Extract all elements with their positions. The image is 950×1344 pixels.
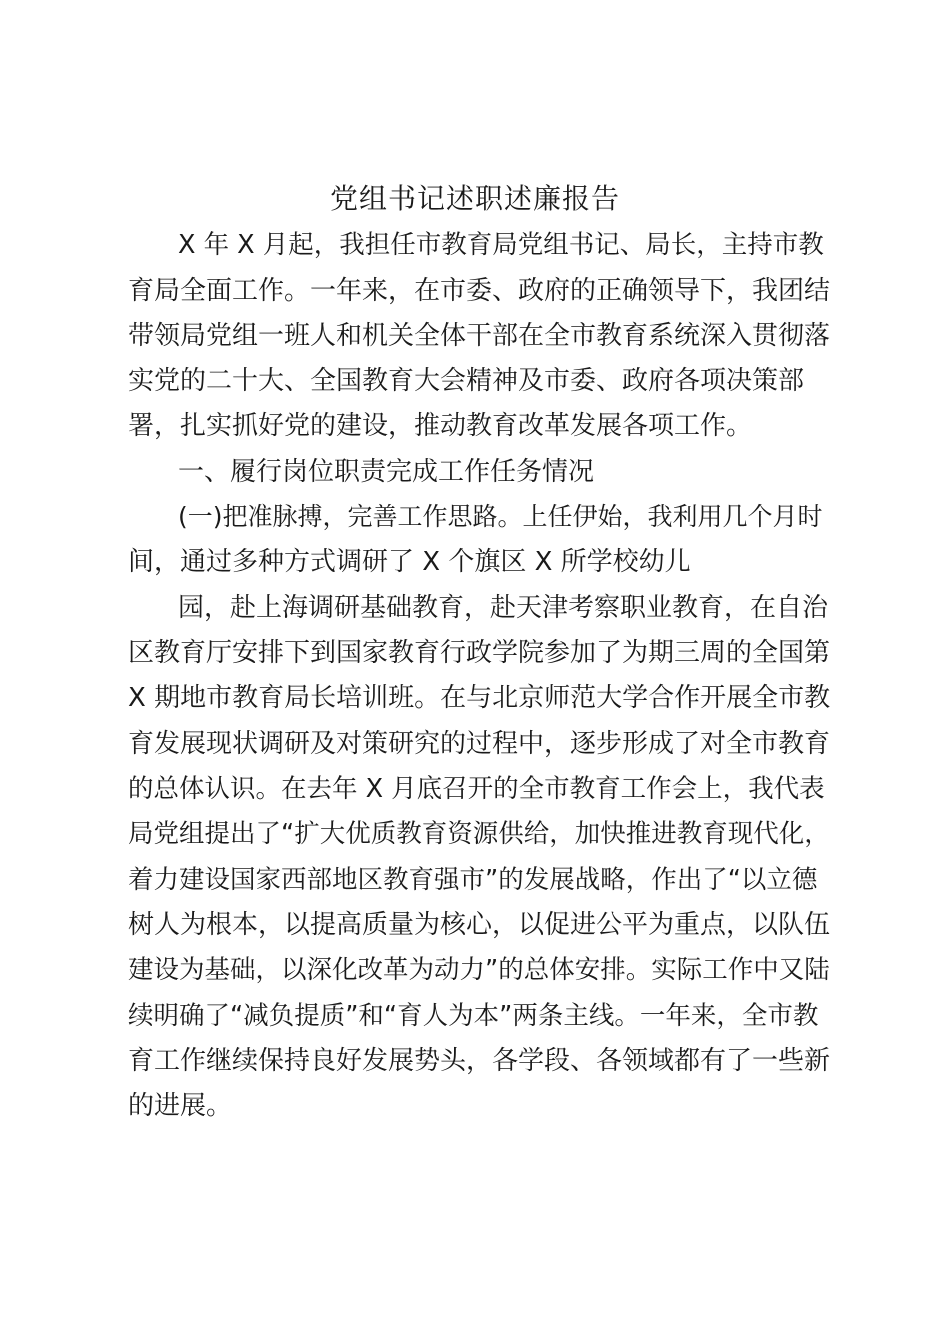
paragraph-line: 署，扎实抓好党的建设，推动教育改革发展各项工作。 xyxy=(128,411,753,441)
section-heading: 一、履行岗位职责完成工作任务情况 xyxy=(178,457,595,487)
paragraph-line: 园，赴上海调研基础教育，赴天津考察职业教育，在自治 xyxy=(178,593,829,623)
paragraph-line: 建设为基础，以深化改革为动力”的总体安排。实际工作中又陆 xyxy=(128,955,830,985)
paragraph-line: 着力建设国家西部地区教育强市”的发展战略，作出了“以立德 xyxy=(128,865,818,895)
paragraph-line: 实党的二十大、全国教育大会精神及市委、政府各项决策部 xyxy=(128,366,805,396)
paragraph-line: 区教育厅安排下到国家教育行政学院参加了为期三周的全国第 xyxy=(128,638,831,668)
paragraph-line: (一)把准脉搏，完善工作思路。上任伊始，我利用几个月时 xyxy=(178,502,823,531)
paragraph-line: 续明确了“减负提质”和“育人为本”两条主线。一年来，全市教 xyxy=(128,1001,819,1031)
document-title: 党组书记述职述廉报告 xyxy=(329,182,620,215)
paragraph-line: X 期地市教育局长培训班。在与北京师范大学合作开展全市教 xyxy=(128,683,831,713)
paragraph-line: 育局全面工作。一年来，在市委、政府的正确领导下，我团结 xyxy=(128,276,831,306)
paragraph-line: X 年 X 月起，我担任市教育局党组书记、局长，主持市教 xyxy=(178,230,824,260)
paragraph-line: 育工作继续保持良好发展势头，各学段、各领域都有了一些新 xyxy=(128,1046,831,1076)
paragraph-line: 的总体认识。在去年 X 月底召开的全市教育工作会上，我代表 xyxy=(128,774,825,804)
paragraph-line: 树人为根本，以提高质量为核心，以促进公平为重点，以队伍 xyxy=(128,910,831,940)
paragraph-line: 的进展。 xyxy=(128,1091,233,1121)
paragraph-line: 局党组提出了“扩大优质教育资源供给，加快推进教育现代化， xyxy=(128,819,830,849)
paragraph-line: 育发展现状调研及对策研究的过程中，逐步形成了对全市教育 xyxy=(128,729,831,759)
paragraph-line: 带领局党组一班人和机关全体干部在全市教育系统深入贯彻落 xyxy=(128,321,831,351)
paragraph-line: 间，通过多种方式调研了 X 个旗区 X 所学校幼儿 xyxy=(128,547,691,577)
